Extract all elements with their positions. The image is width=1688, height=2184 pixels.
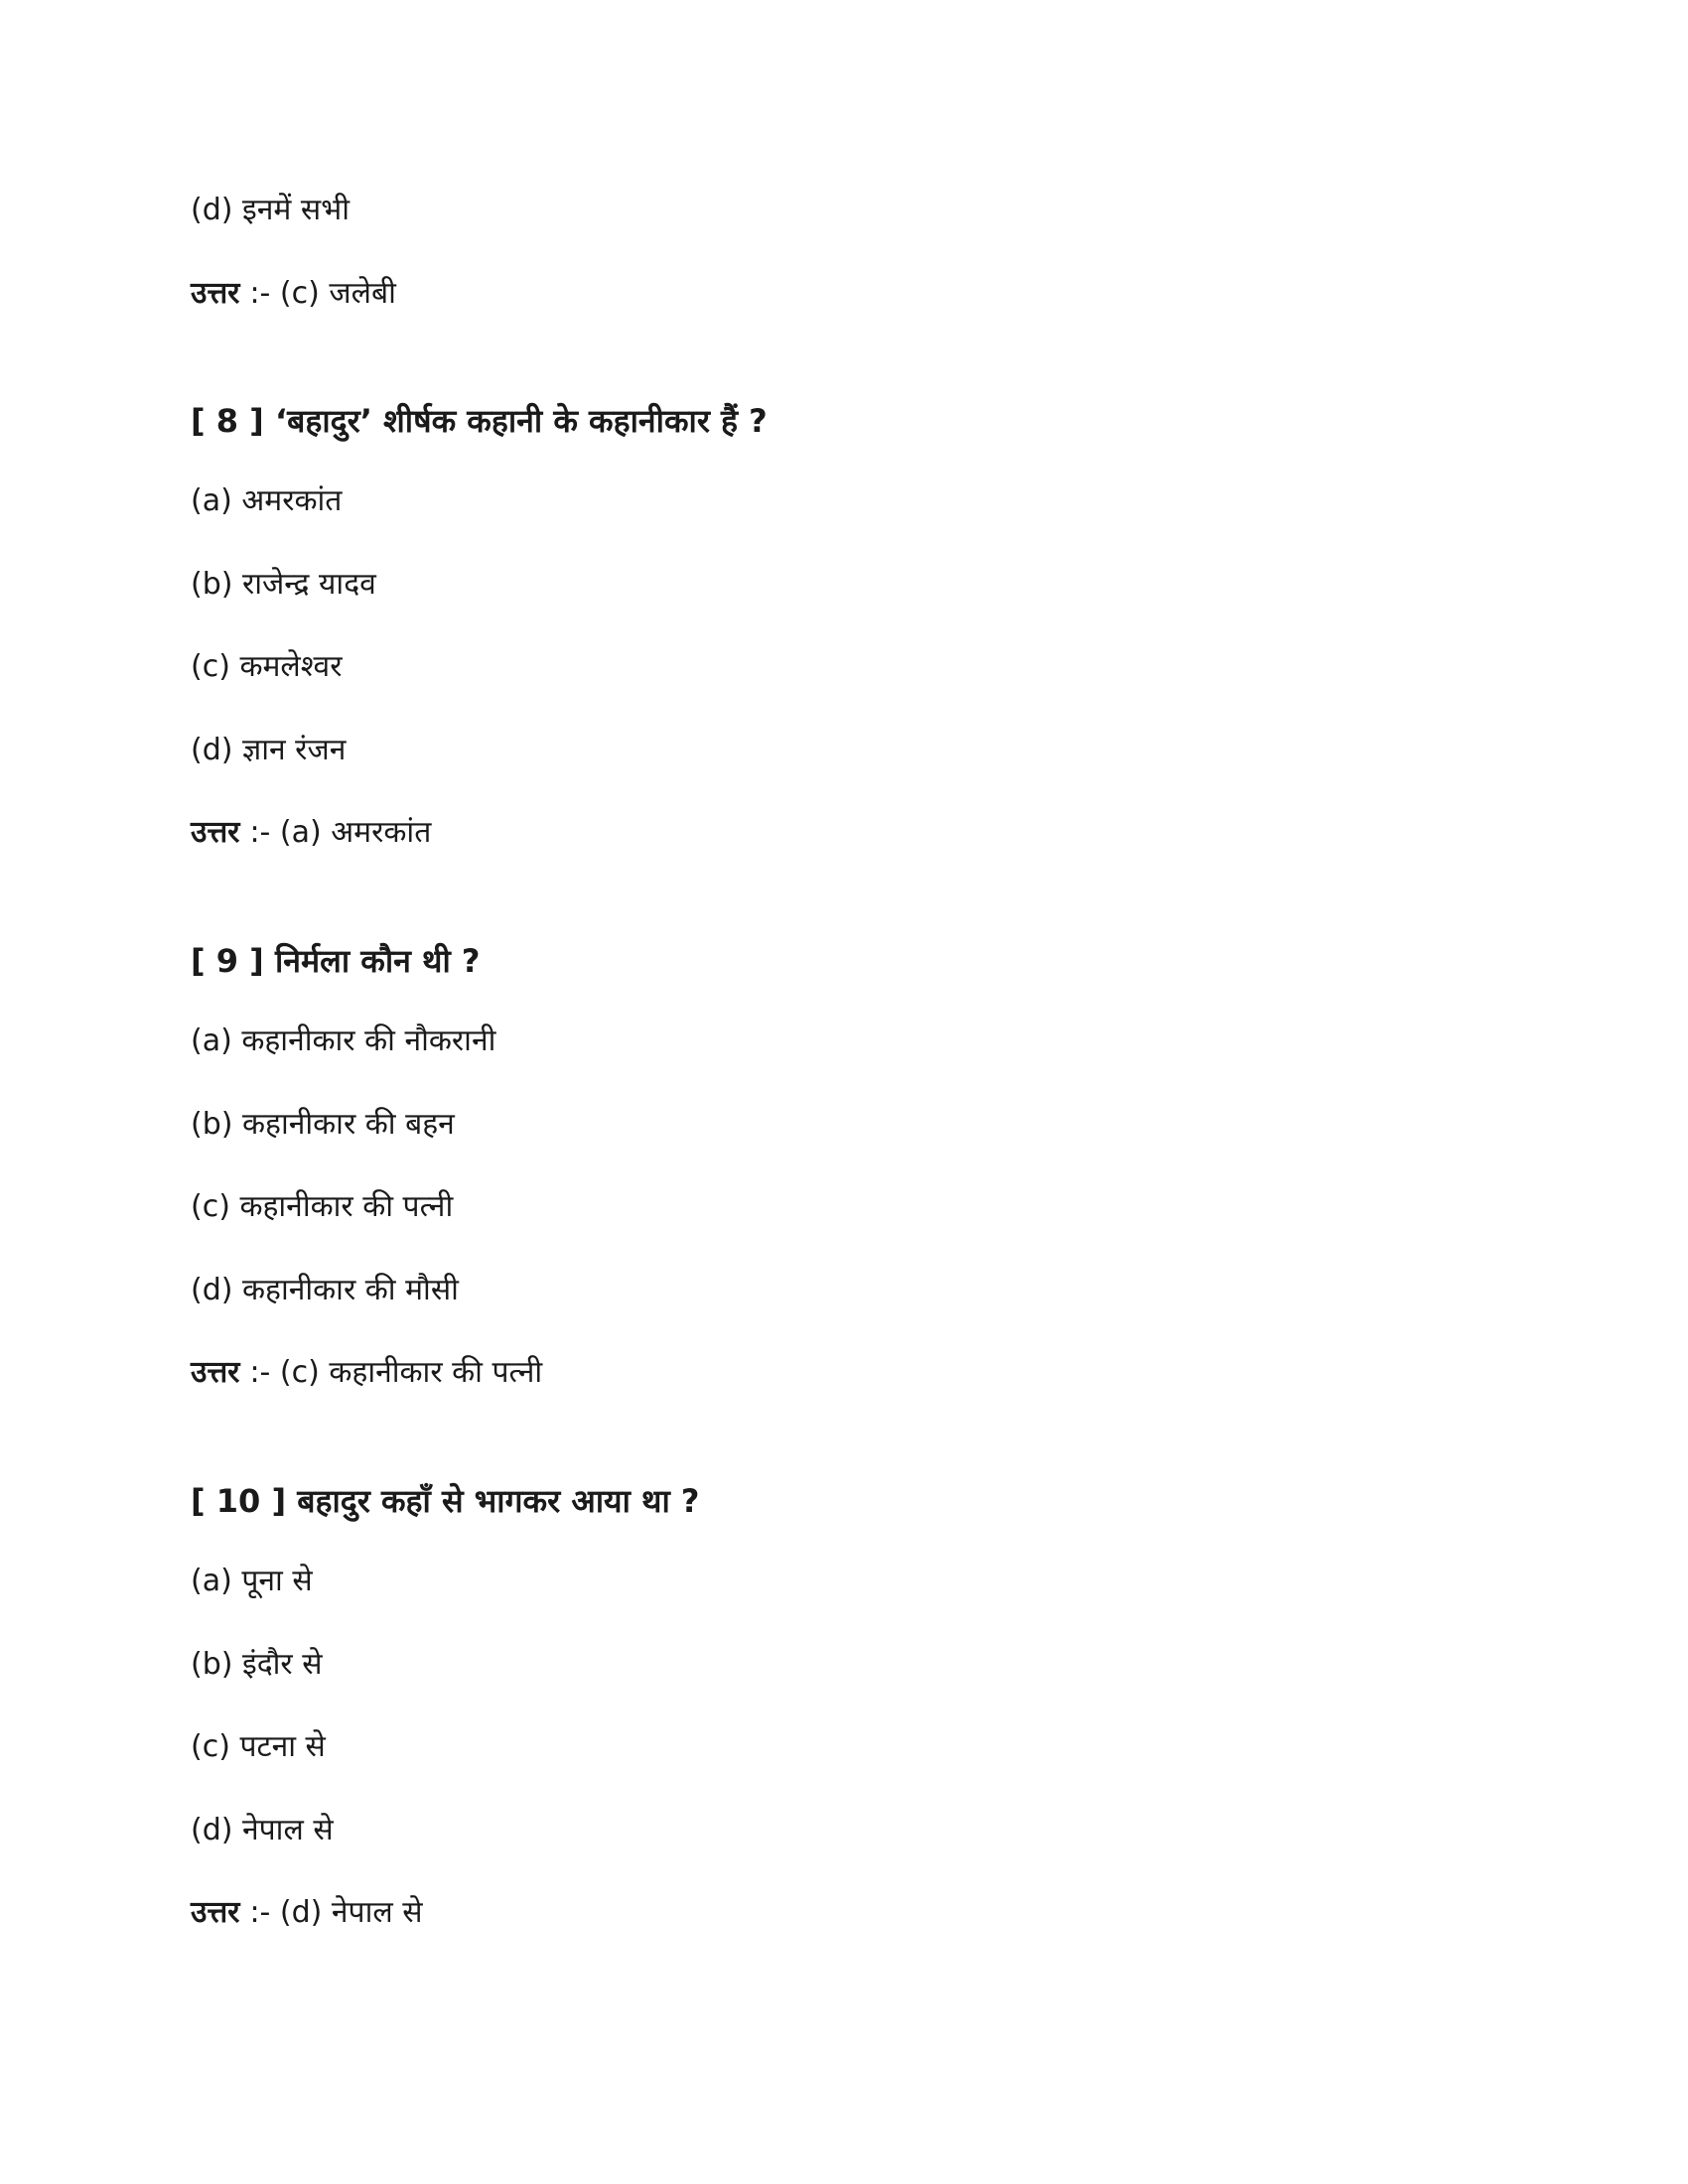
carry-over-block — [191, 189, 1489, 315]
answer-value: :- (d) नेपाल से — [249, 1895, 423, 1931]
option-item: (b) इंदौर से — [191, 1646, 323, 1682]
option-item: (b) राजेन्द्र यादव — [191, 566, 376, 602]
option-item: (c) पटना से — [191, 1729, 326, 1765]
answer-label: उत्तर — [191, 1355, 240, 1391]
answer-value: :- (c) कहानीकार की पत्नी — [249, 1355, 543, 1391]
option-item: (a) पूना से — [191, 1564, 313, 1599]
answer-label: उत्तर — [191, 1895, 240, 1931]
option-item: (a) कहानीकार की नौकरानी — [191, 1024, 496, 1059]
question-block-10 — [191, 1478, 1489, 1935]
answer-label: उत्तर — [191, 815, 240, 851]
answer-line — [191, 1351, 1489, 1395]
answer-line — [191, 272, 1489, 316]
answer-line — [191, 1891, 1489, 1935]
question-text: [ 8 ] ‘बहादुर’ शीर्षक कहानी के कहानीकार हैं ? — [191, 402, 768, 440]
option-item: (b) कहानीकार की बहन — [191, 1106, 455, 1142]
answer-value: :- (c) जलेबी — [249, 275, 396, 311]
option-item: (a) अमरकांत — [191, 483, 343, 519]
option-item: (c) कहानीकार की पत्नी — [191, 1189, 454, 1225]
option-item: (d) कहानीकार की मौसी — [191, 1272, 459, 1307]
question-block-8 — [191, 398, 1489, 855]
option-item: (d) इनमें सभी — [191, 193, 350, 227]
option-item: (d) ज्ञान रंजन — [191, 732, 347, 767]
answer-label: उत्तर — [191, 275, 240, 311]
option-item: (c) कमलेश्वर — [191, 649, 343, 685]
answer-value: :- (a) अमरकांत — [249, 815, 432, 851]
question-block-9 — [191, 938, 1489, 1395]
question-text: [ 9 ] निर्मला कौन थी ? — [191, 941, 481, 980]
option-item: (d) नेपाल से — [191, 1812, 334, 1847]
question-text: [ 10 ] बहादुर कहाँ से भागकर आया था ? — [191, 1481, 700, 1520]
answer-line — [191, 811, 1489, 855]
